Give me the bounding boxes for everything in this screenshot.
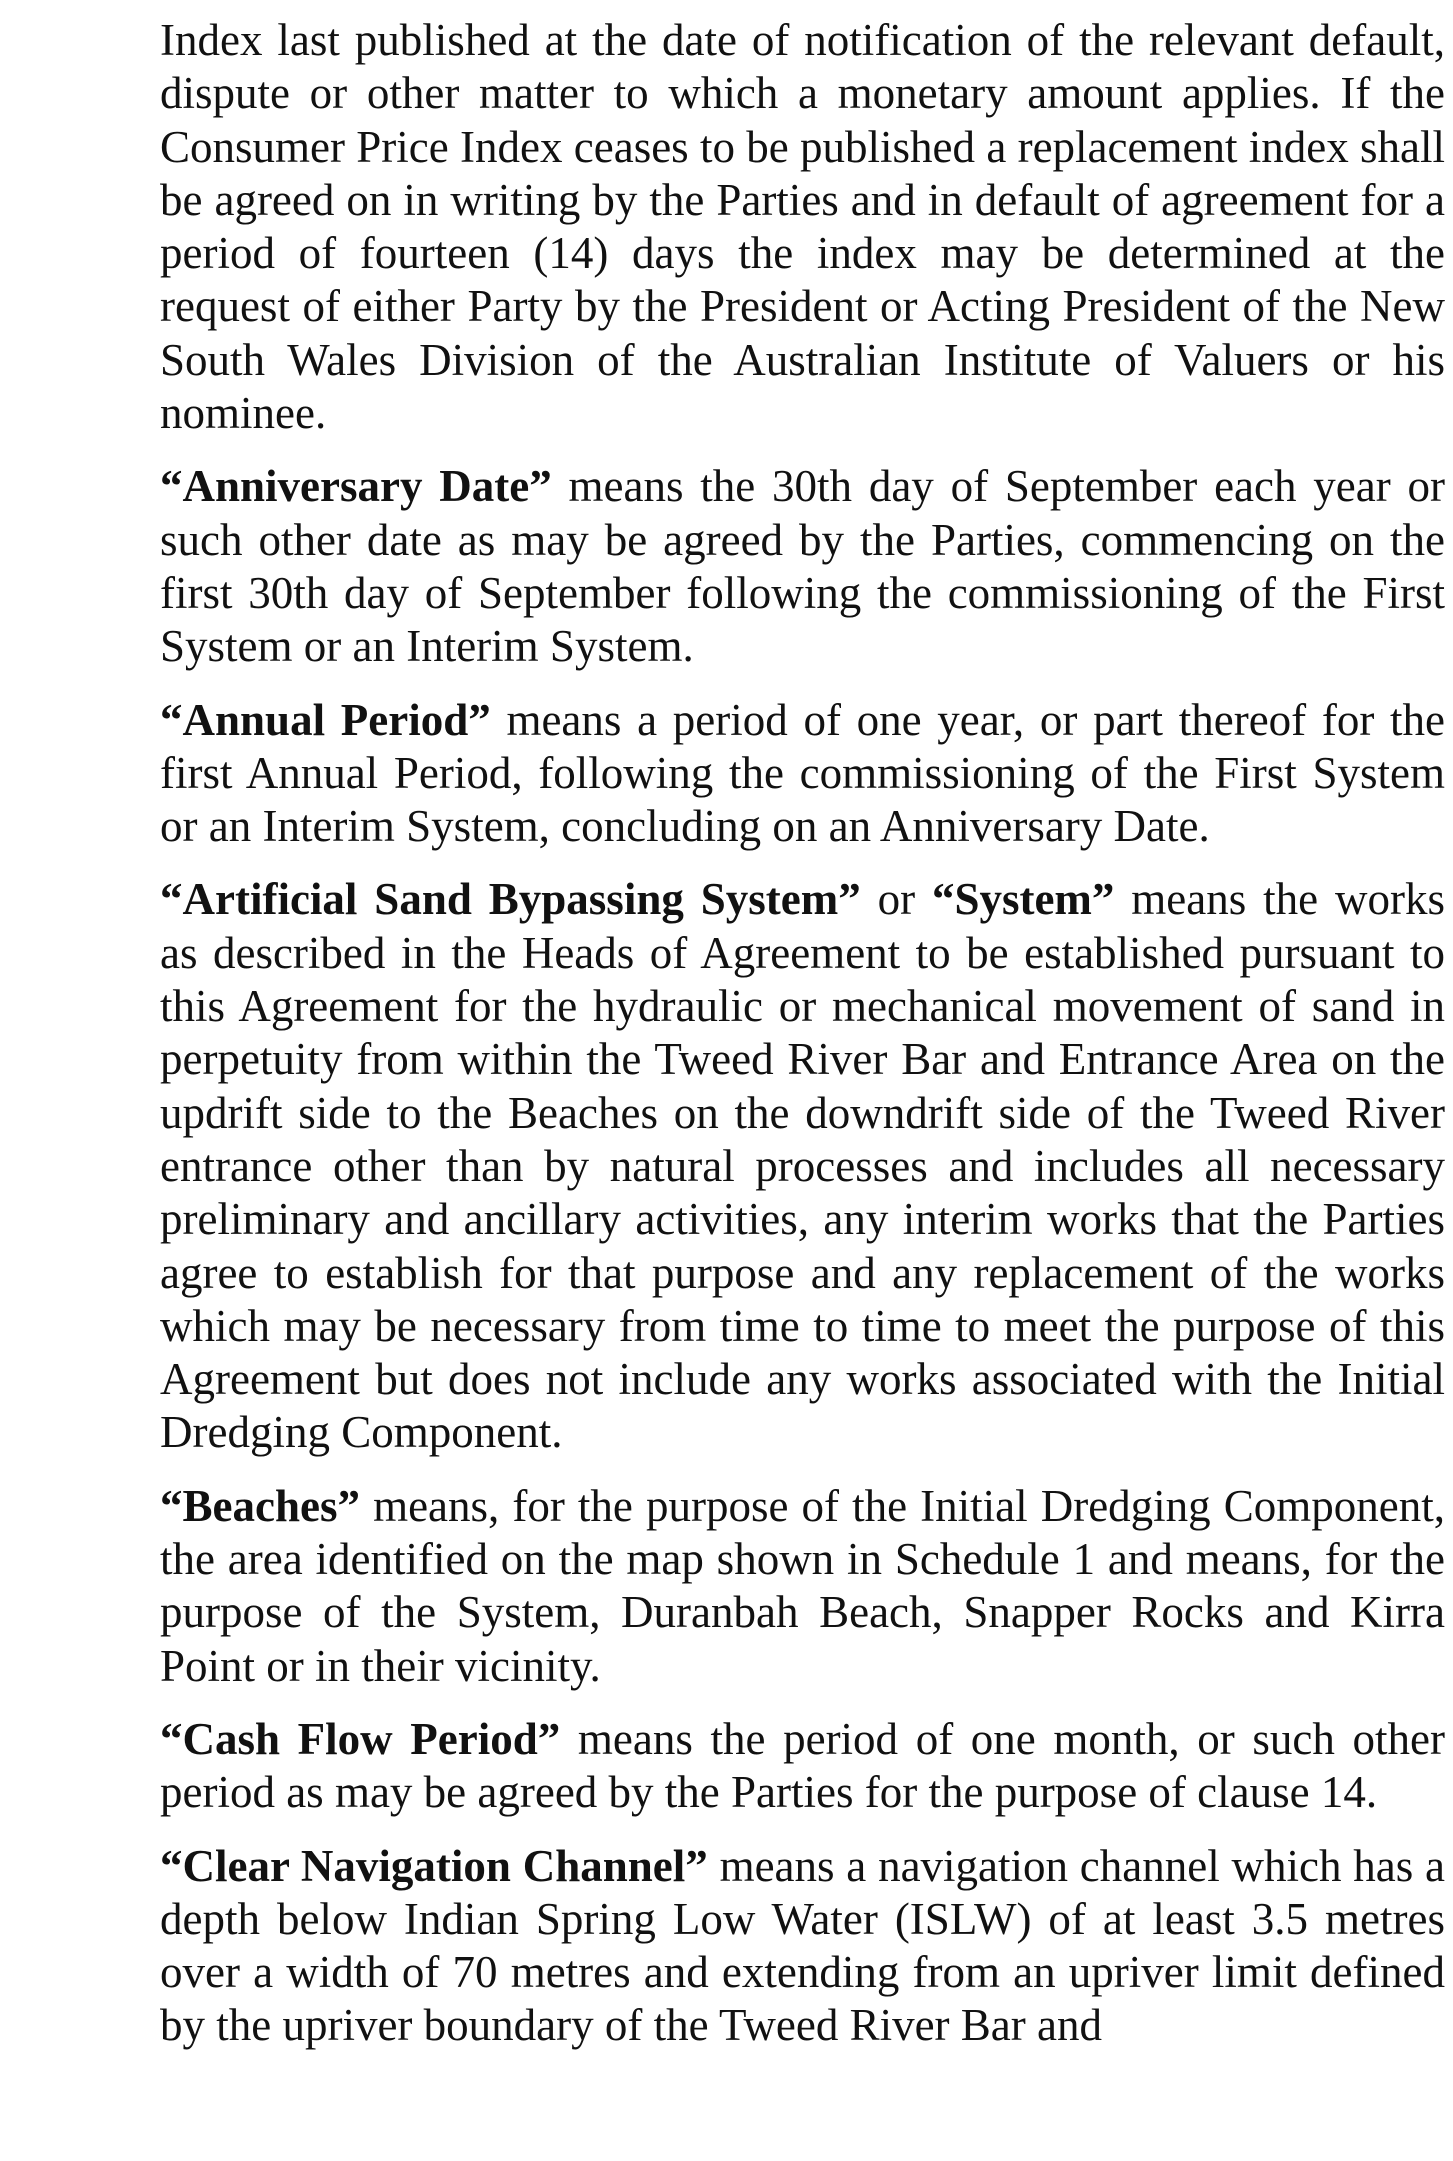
paragraph-text: means a period of one year, or part thereof for the first Annual Period, following the commissioning of the First System or an Interim System, concluding on an Anniversary Date. [160,694,1446,852]
paragraph-clear-navigation-channel [160,1840,1445,2053]
paragraph-text: means, for the purpose of the Initial Dredging Component, the area identified on the map shown in Schedule 1 and means, for the purpose of the System, Duranbah Beach, Snapper Rocks and Kirra Point or in their vicinity. [160,1480,1445,1691]
defined-term: “Artificial Sand Bypassing System” [160,874,861,925]
defined-term: “Annual Period” [160,694,491,745]
defined-term: “System” [931,874,1115,925]
paragraph-anniversary-date [160,460,1445,673]
defined-term: “Cash Flow Period” [160,1713,561,1764]
defined-term: “Anniversary Date” [160,461,552,512]
defined-term: “Beaches” [160,1480,360,1531]
paragraph-text: means a navigation channel which has a depth below Indian Spring Low Water (ISLW) of at least 3.5 metres over a width of 70 metres and extending from an upriver limit defined by the upriver boundary of the Tweed River Bar and [160,1840,1446,2051]
paragraph-cash-flow-period [160,1713,1445,1820]
paragraph-text: means the 30th day of September each year or such other date as may be agreed by the Parties, commencing on the first 30th day of September following the commissioning of the First System or an Interim System. [160,461,1445,672]
paragraph-text: means the works as described in the Heads of Agreement to be established pursuant to this Agreement for the hydraulic or mechanical movement of sand in perpetuity from within the Tweed River Bar and Entrance Area on the updrift side to the Beaches on the downdrift side of the Tweed River entrance other than by natural processes and includes all necessary preliminary and ancillary activities, any interim works that the Parties agree to establish for that purpose and any replacement of the works which may be necessary from time to time to meet the purpose of this Agreement but does not include any works associated with the Initial Dredging Component. [160,874,1445,1458]
paragraph-text: Index last published at the date of notification of the relevant default, dispute or other matter to which a monetary amount applies. If the Consumer Price Index ceases to be published a replacement index shall be agreed on in writing by the Parties and in default of agreement for a period of fourteen (14) days the index may be determined at the request of either Party by the President or Acting President of the New South Wales Division of the Australian Institute of Valuers or his nominee. [160,15,1445,439]
paragraph-artificial-sand-bypassing-system [160,873,1445,1459]
defined-term: “Clear Navigation Channel” [160,1840,708,1891]
document-page [160,14,1445,2073]
paragraph-text: means the period of one month, or such other period as may be agreed by the Parties for the purpose of clause 14. [160,1713,1445,1818]
paragraph-beaches [160,1480,1445,1693]
paragraph-annual-period [160,694,1445,854]
term-connector: or [860,874,932,925]
paragraph-cpi-definition-continued [160,14,1445,440]
